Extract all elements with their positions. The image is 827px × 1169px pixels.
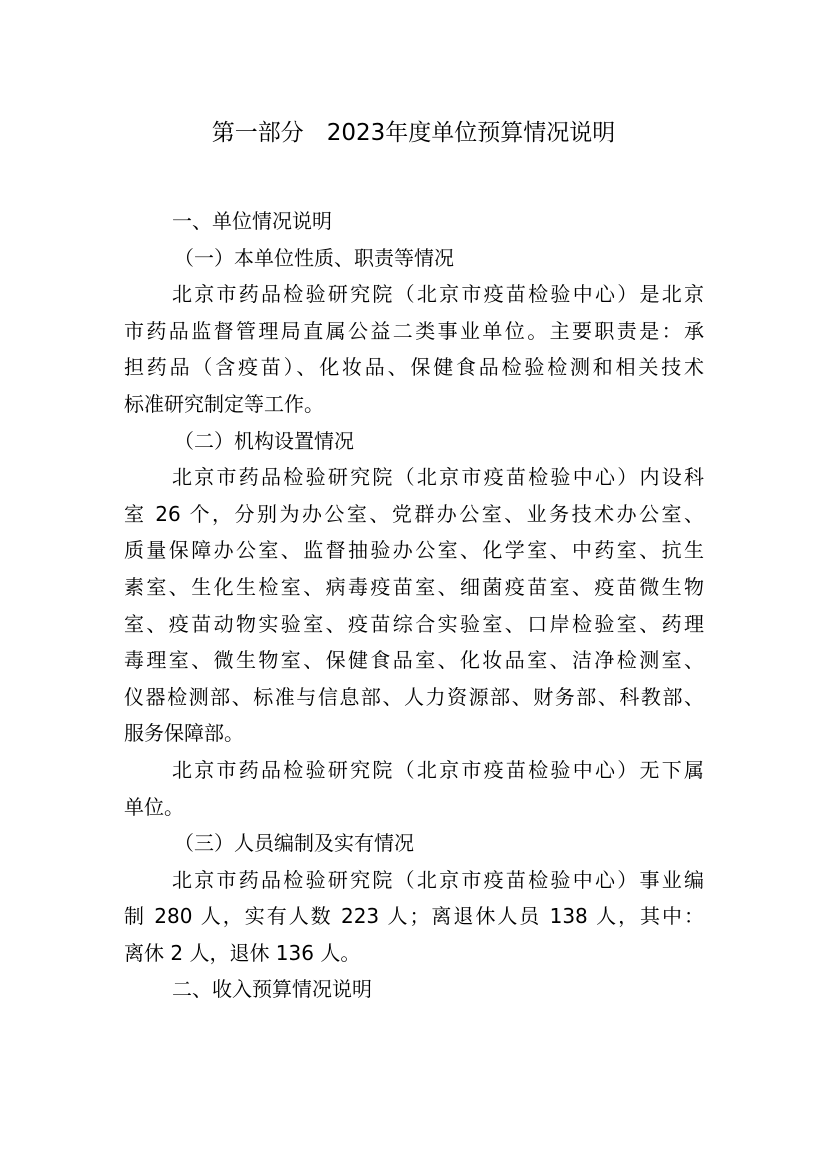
text-line: 室、疫苗动物实验室、疫苗综合实验室、口岸检验室、药理: [124, 611, 704, 636]
text-line: 毒理室、微生物室、保健食品室、化妆品室、洁净检测室、: [124, 648, 704, 673]
text-line: 离休 2 人，退休 136 人。: [124, 940, 361, 965]
text-line: 服务保障部。: [124, 721, 244, 746]
text-line: 室 26 个，分别为办公室、党群办公室、业务技术办公室、: [124, 501, 704, 526]
text-line: 北京市药品检验研究院（北京市疫苗检验中心）事业编: [172, 867, 704, 892]
text-line: （三）人员编制及实有情况: [174, 831, 414, 856]
text-line: 质量保障办公室、监督抽验办公室、化学室、中药室、抗生: [124, 538, 704, 563]
text-line: 标准研究制定等工作。: [124, 391, 324, 416]
text-line: 仪器检测部、标准与信息部、人力资源部、财务部、科教部、: [124, 684, 704, 709]
text-line: （一）本单位性质、职责等情况: [174, 245, 454, 270]
text-line: 北京市药品检验研究院（北京市疫苗检验中心）内设科: [172, 465, 704, 490]
text-line: 北京市药品检验研究院（北京市疫苗检验中心）是北京: [172, 282, 704, 307]
text-line: （二）机构设置情况: [174, 428, 354, 453]
text-line: 市药品监督管理局直属公益二类事业单位。主要职责是：承: [124, 318, 704, 343]
text-line: 二、收入预算情况说明: [172, 977, 372, 1002]
document-body: [124, 203, 704, 1008]
text-line: 担药品（含疫苗）、化妆品、保健食品检验检测和相关技术: [124, 355, 704, 380]
document-title: 第一部分 2023年度单位预算情况说明: [211, 120, 616, 146]
text-line: 制 280 人，实有人数 223 人；离退休人员 138 人，其中：: [124, 904, 704, 929]
text-line: 单位。: [124, 794, 184, 819]
text-line: 北京市药品检验研究院（北京市疫苗检验中心）无下属: [172, 757, 704, 782]
text-line: 一、单位情况说明: [172, 209, 332, 233]
text-line: 素室、生化生检室、病毒疫苗室、细菌疫苗室、疫苗微生物: [124, 574, 704, 599]
